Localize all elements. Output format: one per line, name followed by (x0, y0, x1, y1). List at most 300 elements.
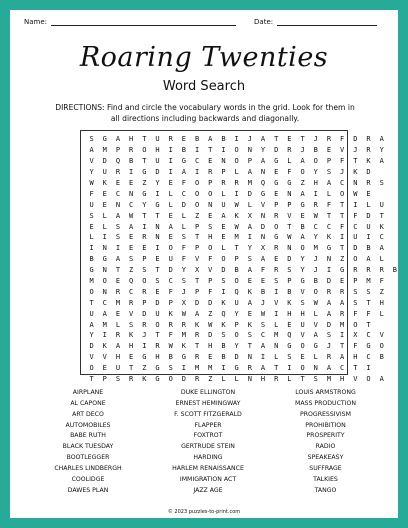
grid-letter[interactable]: N (115, 200, 121, 209)
grid-letter[interactable]: T (234, 244, 239, 253)
grid-letter[interactable]: O (89, 364, 94, 373)
grid-letter[interactable]: I (194, 168, 200, 177)
grid-letter[interactable]: J (340, 168, 345, 177)
grid-letter[interactable]: G (287, 342, 292, 351)
grid-letter[interactable]: S (287, 266, 292, 275)
grid-letter[interactable]: T (142, 157, 147, 166)
grid-letter[interactable]: L (234, 375, 239, 384)
grid-letter[interactable]: N (155, 233, 160, 242)
grid-letter[interactable]: A (247, 168, 252, 177)
grid-letter[interactable]: F (181, 179, 187, 187)
grid-letter[interactable]: A (247, 266, 252, 275)
grid-letter[interactable]: T (115, 266, 121, 275)
grid-letter[interactable]: J (300, 146, 305, 155)
grid-letter[interactable]: R (274, 244, 279, 253)
grid-letter[interactable]: A (115, 211, 121, 220)
grid-letter[interactable]: T (89, 298, 94, 307)
grid-letter[interactable]: N (353, 179, 358, 187)
grid-letter[interactable]: S (274, 277, 279, 286)
grid-letter[interactable]: N (247, 146, 252, 155)
grid-letter[interactable]: A (115, 135, 121, 144)
grid-letter[interactable]: M (247, 179, 252, 187)
grid-letter[interactable]: R (194, 353, 200, 362)
grid-letter[interactable]: I (274, 309, 279, 318)
grid-letter[interactable]: R (115, 168, 121, 177)
grid-letter[interactable]: J (313, 255, 318, 264)
grid-letter[interactable]: N (313, 364, 318, 373)
grid-letter[interactable]: W (234, 200, 239, 209)
grid-letter[interactable]: X (260, 244, 266, 253)
grid-letter[interactable]: I (142, 222, 147, 231)
grid-letter[interactable]: C (102, 298, 107, 307)
grid-letter[interactable]: Y (313, 168, 318, 177)
grid-letter[interactable]: I (247, 233, 252, 242)
grid-letter[interactable]: P (115, 146, 121, 155)
grid-letter[interactable]: N (102, 266, 107, 275)
grid-letter[interactable]: V (194, 255, 200, 264)
grid-letter[interactable]: P (168, 298, 173, 307)
grid-letter[interactable]: Z (300, 179, 305, 187)
grid-letter[interactable]: F (353, 342, 358, 351)
grid-letter[interactable]: C (181, 189, 187, 198)
grid-letter[interactable]: O (313, 157, 318, 166)
grid-letter[interactable]: L (168, 189, 173, 198)
grid-letter[interactable]: L (234, 168, 239, 177)
grid-letter[interactable]: M (89, 277, 94, 286)
grid-letter[interactable]: D (234, 353, 239, 362)
grid-letter[interactable]: M (234, 233, 239, 242)
grid-letter[interactable]: T (194, 342, 200, 351)
grid-letter[interactable]: K (102, 342, 107, 351)
grid-letter[interactable]: C (129, 287, 134, 296)
grid-letter[interactable]: W (287, 233, 292, 242)
grid-letter[interactable]: C (379, 233, 384, 242)
grid-letter[interactable]: O (300, 244, 305, 253)
grid-letter[interactable]: I (340, 233, 345, 242)
grid-letter[interactable]: P (234, 255, 239, 264)
grid-letter[interactable]: N (287, 189, 292, 198)
grid-letter[interactable]: N (102, 287, 107, 296)
grid-letter[interactable]: R (194, 331, 200, 340)
grid-letter[interactable]: J (353, 146, 358, 155)
grid-letter[interactable]: P (353, 277, 358, 286)
grid-letter[interactable]: U (221, 200, 226, 209)
grid-letter[interactable]: V (300, 331, 305, 340)
grid-letter[interactable]: E (221, 233, 226, 242)
grid-letter[interactable]: H (300, 309, 305, 318)
grid-letter[interactable]: G (274, 157, 279, 166)
grid-letter[interactable]: T (300, 135, 305, 144)
grid-letter[interactable]: E (168, 179, 173, 187)
grid-letter[interactable]: C (353, 222, 358, 231)
grid-letter[interactable]: U (102, 168, 107, 177)
grid-letter[interactable]: A (300, 233, 305, 242)
grid-letter[interactable]: D (181, 375, 187, 384)
grid-letter[interactable]: O (142, 146, 147, 155)
grid-letter[interactable]: Q (129, 277, 134, 286)
grid-letter[interactable]: R (168, 320, 173, 329)
grid-letter[interactable]: N (102, 244, 107, 253)
grid-letter[interactable]: F (340, 135, 345, 144)
grid-letter[interactable]: G (142, 189, 147, 198)
grid-letter[interactable]: B (221, 135, 226, 144)
grid-letter[interactable]: E (102, 364, 107, 373)
grid-letter[interactable]: D (194, 298, 200, 307)
grid-letter[interactable]: P (274, 200, 279, 209)
grid-letter[interactable]: F (326, 200, 332, 209)
grid-letter[interactable]: P (287, 277, 292, 286)
grid-letter[interactable]: T (366, 298, 371, 307)
grid-letter[interactable]: W (129, 211, 134, 220)
grid-letter[interactable]: V (340, 146, 345, 155)
grid-letter[interactable]: C (168, 277, 173, 286)
grid-letter[interactable]: Z (208, 375, 213, 384)
grid-letter[interactable]: N (274, 342, 279, 351)
grid-letter[interactable]: M (115, 298, 121, 307)
grid-letter[interactable]: G (274, 179, 279, 187)
grid-letter[interactable]: T (194, 233, 200, 242)
grid-letter[interactable]: H (129, 135, 134, 144)
grid-letter[interactable]: B (129, 157, 134, 166)
grid-letter[interactable]: K (102, 179, 107, 187)
grid-letter[interactable]: T (274, 135, 279, 144)
grid-letter[interactable]: S (142, 266, 147, 275)
grid-letter[interactable]: H (313, 179, 318, 187)
grid-letter[interactable]: Y (155, 179, 160, 187)
grid-letter[interactable]: E (181, 135, 187, 144)
grid-letter[interactable]: H (260, 375, 266, 384)
grid-letter[interactable]: V (129, 309, 134, 318)
grid-letter[interactable]: U (89, 309, 94, 318)
grid-letter[interactable]: R (115, 331, 121, 340)
grid-letter[interactable]: O (379, 342, 384, 351)
grid-letter[interactable]: J (260, 298, 266, 307)
grid-letter[interactable]: T (340, 211, 345, 220)
grid-letter[interactable]: L (379, 255, 384, 264)
grid-letter[interactable]: R (366, 266, 371, 275)
grid-letter[interactable]: B (221, 353, 226, 362)
grid-letter[interactable]: P (194, 222, 200, 231)
grid-letter[interactable]: A (129, 222, 134, 231)
grid-letter[interactable]: H (115, 353, 121, 362)
grid-letter[interactable]: T (194, 277, 200, 286)
grid-letter[interactable]: B (313, 277, 318, 286)
grid-letter[interactable]: S (168, 364, 173, 373)
grid-letter[interactable]: O (155, 320, 160, 329)
grid-letter[interactable]: R (142, 287, 147, 296)
grid-letter[interactable]: T (155, 266, 160, 275)
grid-letter[interactable]: F (353, 211, 358, 220)
grid-letter[interactable]: K (247, 287, 252, 296)
grid-letter[interactable]: Y (379, 146, 384, 155)
grid-letter[interactable]: P (287, 200, 292, 209)
grid-letter[interactable]: A (115, 342, 121, 351)
grid-letter[interactable]: A (326, 309, 332, 318)
grid-letter[interactable]: D (366, 168, 371, 177)
grid-letter[interactable]: G (340, 266, 345, 275)
grid-letter[interactable]: R (366, 179, 371, 187)
grid-letter[interactable]: R (366, 135, 371, 144)
grid-letter[interactable]: T (340, 342, 345, 351)
grid-letter[interactable]: K (247, 320, 252, 329)
grid-letter[interactable]: R (274, 211, 279, 220)
grid-letter[interactable]: Y (234, 309, 239, 318)
grid-letter[interactable]: E (287, 135, 292, 144)
grid-letter[interactable]: L (89, 233, 94, 242)
grid-letter[interactable]: R (234, 179, 239, 187)
grid-letter[interactable]: L (287, 157, 292, 166)
grid-letter[interactable]: V (274, 298, 279, 307)
grid-letter[interactable]: O (234, 277, 239, 286)
grid-letter[interactable]: D (326, 277, 332, 286)
grid-letter[interactable]: R (155, 342, 160, 351)
grid-letter[interactable]: J (181, 287, 187, 296)
grid-letter[interactable]: B (181, 146, 187, 155)
grid-letter[interactable]: A (340, 353, 345, 362)
grid-letter[interactable]: T (142, 135, 147, 144)
grid-letter[interactable]: W (313, 298, 318, 307)
grid-letter[interactable]: Y (300, 266, 305, 275)
grid-letter[interactable]: J (313, 266, 318, 275)
grid-letter[interactable]: E (247, 309, 252, 318)
grid-letter[interactable]: V (379, 331, 384, 340)
grid-letter[interactable]: N (129, 189, 134, 198)
grid-letter[interactable]: E (155, 287, 160, 296)
grid-letter[interactable]: A (326, 298, 332, 307)
grid-letter[interactable]: F (168, 331, 173, 340)
grid-letter[interactable]: M (326, 375, 332, 384)
grid-letter[interactable]: T (142, 211, 147, 220)
grid-letter[interactable]: T (379, 211, 384, 220)
grid-letter[interactable]: I (181, 364, 187, 373)
grid-letter[interactable]: N (287, 244, 292, 253)
grid-letter[interactable]: O (340, 189, 345, 198)
grid-letter[interactable]: I (155, 244, 160, 253)
grid-letter[interactable]: L (221, 244, 226, 253)
grid-letter[interactable]: B (260, 287, 266, 296)
grid-letter[interactable]: S (181, 277, 187, 286)
grid-letter[interactable]: T (300, 375, 305, 384)
grid-letter[interactable]: H (155, 146, 160, 155)
grid-letter[interactable]: A (379, 135, 384, 144)
grid-letter[interactable]: I (260, 353, 266, 362)
grid-letter[interactable]: F (168, 287, 173, 296)
grid-letter[interactable]: F (89, 189, 94, 198)
grid-letter[interactable]: D (353, 244, 358, 253)
grid-letter[interactable]: V (208, 266, 213, 275)
grid-letter[interactable]: F (208, 287, 213, 296)
grid-letter[interactable]: R (313, 200, 318, 209)
grid-letter[interactable]: E (129, 179, 134, 187)
grid-letter[interactable]: G (181, 353, 187, 362)
grid-letter[interactable]: M (366, 277, 371, 286)
grid-letter[interactable]: M (194, 364, 200, 373)
grid-letter[interactable]: U (300, 320, 305, 329)
grid-letter[interactable]: V (353, 375, 358, 384)
grid-letter[interactable]: W (168, 342, 173, 351)
grid-letter[interactable]: A (326, 364, 332, 373)
grid-letter[interactable]: I (287, 364, 292, 373)
grid-letter[interactable]: O (300, 364, 305, 373)
grid-letter[interactable]: E (129, 233, 134, 242)
grid-letter[interactable]: W (234, 222, 239, 231)
grid-letter[interactable]: N (208, 200, 213, 209)
grid-letter[interactable]: C (340, 179, 345, 187)
grid-letter[interactable]: G (155, 200, 160, 209)
grid-letter[interactable]: E (300, 353, 305, 362)
grid-letter[interactable]: R (326, 287, 332, 296)
grid-letter[interactable]: R (287, 146, 292, 155)
grid-letter[interactable]: E (142, 244, 147, 253)
grid-letter[interactable]: K (142, 375, 147, 384)
grid-letter[interactable]: E (129, 244, 134, 253)
grid-letter[interactable]: P (208, 277, 213, 286)
grid-letter[interactable]: X (247, 211, 252, 220)
grid-letter[interactable]: L (274, 320, 279, 329)
grid-letter[interactable]: O (142, 277, 147, 286)
grid-letter[interactable]: R (129, 298, 134, 307)
grid-letter[interactable]: T (155, 211, 160, 220)
grid-letter[interactable]: M (181, 331, 187, 340)
grid-letter[interactable]: O (234, 331, 239, 340)
grid-letter[interactable]: E (208, 353, 213, 362)
grid-letter[interactable]: Z (208, 309, 213, 318)
grid-letter[interactable]: D (353, 135, 358, 144)
grid-letter[interactable]: E (102, 189, 107, 198)
grid-letter[interactable]: A (260, 342, 266, 351)
grid-letter[interactable]: D (208, 298, 213, 307)
grid-letter[interactable]: R (247, 364, 252, 373)
grid-letter[interactable]: U (115, 364, 121, 373)
grid-letter[interactable]: O (221, 255, 226, 264)
grid-letter[interactable]: G (234, 364, 239, 373)
grid-letter[interactable]: L (313, 353, 318, 362)
grid-letter[interactable]: B (300, 222, 305, 231)
grid-letter[interactable]: X (353, 331, 358, 340)
grid-letter[interactable]: L (366, 200, 371, 209)
grid-letter[interactable]: E (208, 157, 213, 166)
grid-letter[interactable]: F (181, 255, 187, 264)
grid-letter[interactable]: A (379, 375, 384, 384)
grid-letter[interactable]: L (274, 353, 279, 362)
grid-letter[interactable]: W (313, 211, 318, 220)
grid-letter[interactable]: E (260, 277, 266, 286)
grid-letter[interactable]: L (181, 222, 187, 231)
date-field-line[interactable] (277, 18, 377, 26)
grid-letter[interactable]: H (155, 353, 160, 362)
grid-letter[interactable]: S (287, 353, 292, 362)
grid-letter[interactable]: C (366, 331, 371, 340)
grid-letter[interactable]: O (89, 287, 94, 296)
grid-letter[interactable]: B (392, 266, 398, 275)
grid-letter[interactable]: C (313, 222, 318, 231)
grid-letter[interactable]: F (353, 309, 358, 318)
grid-letter[interactable]: H (208, 342, 213, 351)
grid-letter[interactable]: E (287, 320, 292, 329)
grid-letter[interactable]: I (221, 146, 226, 155)
grid-letter[interactable]: C (129, 200, 134, 209)
grid-letter[interactable]: M (102, 146, 107, 155)
grid-letter[interactable]: A (221, 211, 226, 220)
grid-letter[interactable]: E (115, 277, 121, 286)
grid-letter[interactable]: K (366, 157, 371, 166)
grid-letter[interactable]: S (181, 233, 187, 242)
grid-letter[interactable]: M (313, 244, 318, 253)
grid-letter[interactable]: H (340, 375, 345, 384)
grid-letter[interactable]: J (313, 135, 318, 144)
grid-letter[interactable]: K (353, 168, 358, 177)
grid-letter[interactable]: K (168, 309, 173, 318)
grid-letter[interactable]: J (142, 331, 147, 340)
grid-letter[interactable]: D (181, 200, 187, 209)
grid-letter[interactable]: L (326, 189, 332, 198)
grid-letter[interactable]: R (274, 266, 279, 275)
grid-letter[interactable]: N (260, 211, 266, 220)
grid-letter[interactable]: G (102, 255, 107, 264)
grid-letter[interactable]: S (326, 168, 332, 177)
grid-letter[interactable]: U (234, 298, 239, 307)
grid-letter[interactable]: T (208, 146, 213, 155)
grid-letter[interactable]: U (155, 157, 160, 166)
grid-letter[interactable]: G (326, 244, 332, 253)
grid-letter[interactable]: Y (313, 233, 318, 242)
grid-letter[interactable]: A (313, 331, 318, 340)
grid-letter[interactable]: W (353, 189, 358, 198)
grid-letter[interactable]: S (115, 233, 121, 242)
grid-letter[interactable]: D (155, 168, 160, 177)
grid-letter[interactable]: T (274, 364, 279, 373)
grid-letter[interactable]: E (155, 255, 160, 264)
grid-letter[interactable]: A (300, 157, 305, 166)
grid-letter[interactable]: Y (234, 342, 239, 351)
grid-letter[interactable]: R (129, 375, 134, 384)
grid-letter[interactable]: L (287, 375, 292, 384)
grid-letter[interactable]: C (194, 157, 200, 166)
grid-letter[interactable]: Y (260, 146, 266, 155)
grid-letter[interactable]: A (247, 298, 252, 307)
grid-letter[interactable]: A (208, 135, 213, 144)
grid-letter[interactable]: W (208, 320, 213, 329)
grid-letter[interactable]: I (340, 331, 345, 340)
grid-letter[interactable]: C (260, 331, 266, 340)
grid-letter[interactable]: Z (142, 179, 147, 187)
grid-letter[interactable]: S (260, 320, 266, 329)
grid-letter[interactable]: G (260, 189, 266, 198)
grid-letter[interactable]: B (194, 135, 200, 144)
grid-letter[interactable]: D (247, 189, 252, 198)
grid-letter[interactable]: E (129, 353, 134, 362)
grid-letter[interactable]: G (142, 168, 147, 177)
grid-letter[interactable]: P (194, 287, 200, 296)
grid-letter[interactable]: I (274, 287, 279, 296)
grid-letter[interactable]: K (221, 320, 226, 329)
grid-letter[interactable]: G (155, 364, 160, 373)
grid-letter[interactable]: D (155, 298, 160, 307)
grid-letter[interactable]: V (89, 157, 94, 166)
grid-letter[interactable]: H (379, 298, 384, 307)
grid-letter[interactable]: N (155, 222, 160, 231)
grid-letter[interactable]: R (340, 309, 345, 318)
grid-letter[interactable]: D (142, 309, 147, 318)
grid-letter[interactable]: I (234, 189, 239, 198)
grid-letter[interactable]: C (340, 364, 345, 373)
grid-letter[interactable]: Q (287, 331, 292, 340)
grid-letter[interactable]: A (89, 320, 94, 329)
grid-letter[interactable]: U (89, 200, 94, 209)
grid-letter[interactable]: B (234, 266, 239, 275)
grid-letter[interactable]: L (379, 309, 384, 318)
grid-letter[interactable]: R (194, 375, 200, 384)
